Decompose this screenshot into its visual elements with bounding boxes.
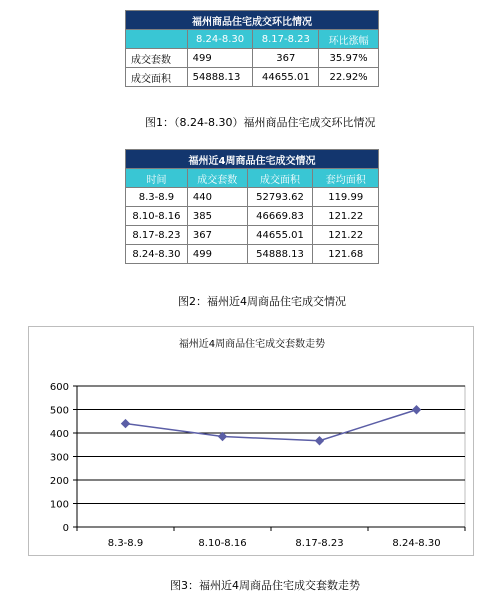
data-point	[316, 437, 324, 445]
table1-row-label: 成交面积	[126, 68, 188, 87]
x-tick-label: 8.24-8.30	[392, 538, 441, 549]
table2-cell: 8.17-8.23	[126, 226, 188, 245]
chart-grid	[73, 386, 465, 531]
table1-cell: 22.92%	[319, 68, 379, 87]
table2-cell: 499	[187, 245, 247, 264]
x-tick-label: 8.17-8.23	[295, 538, 344, 549]
y-tick-label: 0	[62, 523, 69, 534]
series-line	[126, 410, 417, 441]
table-row	[126, 68, 379, 87]
table-row	[126, 188, 379, 207]
table1-cell: 499	[187, 49, 253, 68]
table1-header-previous-week: 8.17-8.23	[253, 30, 319, 49]
table1-cell: 35.97%	[319, 49, 379, 68]
table2-cell: 121.22	[313, 226, 379, 245]
table2-cell: 8.24-8.30	[126, 245, 188, 264]
y-tick-label: 600	[49, 382, 69, 393]
data-point	[219, 433, 227, 441]
table1-header-current-week: 8.24-8.30	[187, 30, 253, 49]
table1-cell: 54888.13	[187, 68, 253, 87]
x-tick-label: 8.10-8.16	[198, 538, 247, 549]
table2-header-area: 成交面积	[247, 169, 313, 188]
table2-cell: 367	[187, 226, 247, 245]
table1-cell: 44655.01	[253, 68, 319, 87]
table-row	[126, 207, 379, 226]
line-chart-frame	[28, 326, 474, 556]
y-tick-label: 300	[49, 452, 69, 464]
table2-cell: 121.22	[313, 207, 379, 226]
table2-header-units: 成交套数	[187, 169, 247, 188]
four-week-table	[125, 149, 379, 264]
table2-cell: 440	[187, 188, 247, 207]
y-tick-label: 200	[49, 476, 69, 487]
table2-cell: 44655.01	[247, 226, 313, 245]
table2-header-period: 时间	[126, 169, 188, 188]
table1-row-label: 成交套数	[126, 49, 188, 68]
table2-title: 福州近4周商品住宅成交情况	[126, 150, 379, 169]
table1-title: 福州商品住宅成交环比情况	[126, 11, 379, 30]
table2-cell: 385	[187, 207, 247, 226]
table1-header-blank	[126, 30, 188, 49]
table2-cell: 52793.62	[247, 188, 313, 207]
chart-title: 福州近4周商品住宅成交套数走势	[178, 339, 326, 350]
data-point	[413, 406, 421, 414]
table2-header-avg-area: 套均面积	[313, 169, 379, 188]
table2-cell: 8.10-8.16	[126, 207, 188, 226]
y-tick-label: 100	[49, 499, 69, 511]
figure2-caption: 图2：福州近4周商品住宅成交情况	[178, 295, 346, 308]
x-tick-label: 8.3-8.9	[107, 538, 144, 549]
weekly-comparison-table	[125, 10, 379, 87]
figure1-caption: 图1：（8.24-8.30）福州商品住宅成交环比情况	[145, 116, 376, 129]
table2-cell: 54888.13	[247, 245, 313, 264]
chart-x-ticks	[108, 538, 441, 549]
table2-cell: 119.99	[313, 188, 379, 207]
figure3-caption: 图3：福州近4周商品住宅成交套数走势	[170, 579, 360, 592]
table1-header-change: 环比涨幅	[319, 30, 379, 49]
chart-series	[122, 406, 421, 445]
data-point	[122, 420, 130, 428]
table-row	[126, 245, 379, 264]
table2-cell: 121.68	[313, 245, 379, 264]
table2-cell: 46669.83	[247, 207, 313, 226]
line-chart	[29, 327, 475, 557]
table-row	[126, 49, 379, 68]
table-row	[126, 226, 379, 245]
y-tick-label: 400	[49, 429, 69, 440]
table1-cell: 367	[253, 49, 319, 68]
y-tick-label: 500	[49, 405, 69, 417]
table2-cell: 8.3-8.9	[126, 188, 188, 207]
chart-y-ticks	[50, 382, 69, 534]
